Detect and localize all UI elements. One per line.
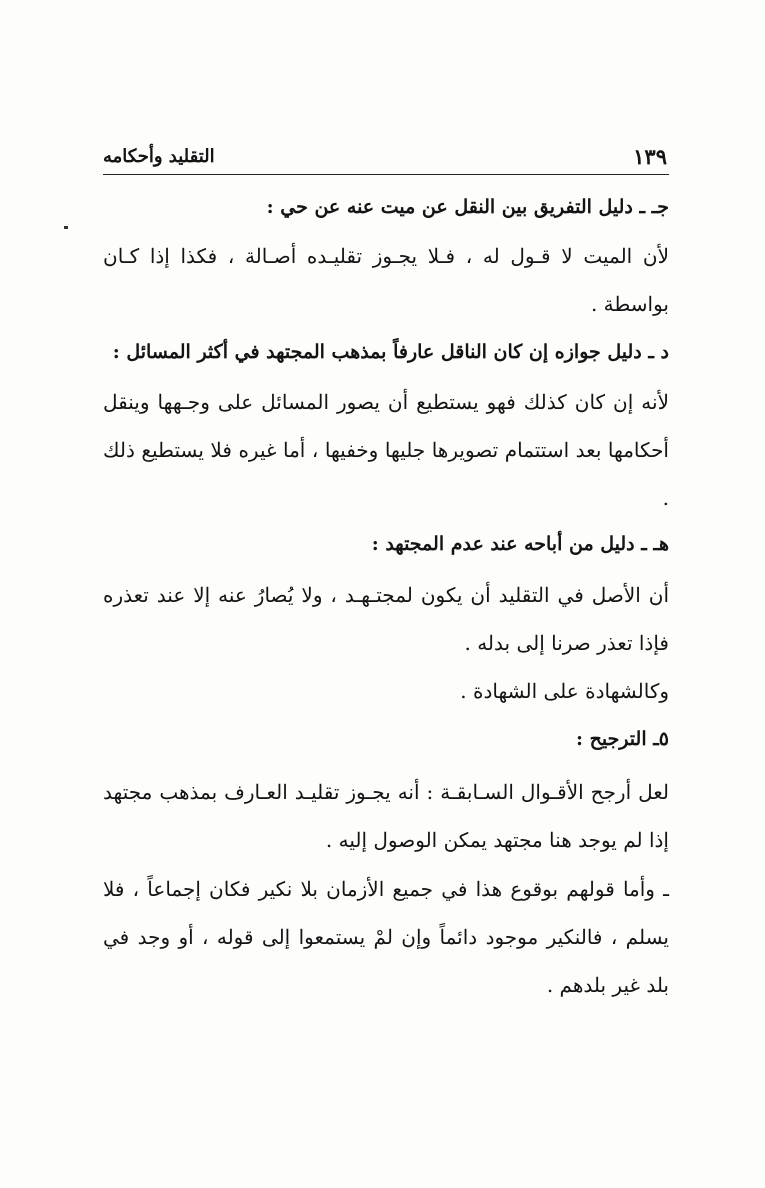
paragraph-objection: ـ وأما قولهم بوقوع هذا في جميع الأزمان بلا نكير فكان إجماعاً ، فلا يسلم ، فالنكير موجود دائماً وإن لمْ يستمعوا إلى قوله ، أو وجد في بلد غير بلدهم . (103, 877, 669, 997)
margin-mark (64, 226, 68, 229)
heading-d: د ـ دليل جوازه إن كان الناقل عارفاً بمذهب المجتهد في أكثر المسائل : (112, 341, 669, 363)
page-number: ١٣٩ (633, 144, 667, 169)
running-title: التقليد وأحكامه (103, 146, 215, 167)
paragraph-h: أن الأصل في التقليد أن يكون لمجتـهـد ، ولا يُصارُ عنه إلا عند تعذره فإذا تعذر صرنا إلى بدله . (103, 583, 669, 655)
paragraph-h2: وكالشهادة على الشهادة . (460, 679, 669, 703)
heading-j: جـ ـ دليل التفريق بين النقل عن ميت عنه عن حي : (266, 196, 669, 218)
paragraph-j: لأن الميت لا قـول له ، فـلا يجـوز تقليـده أصـالة ، فكذا إذا كـان بواسطة . (103, 244, 669, 316)
paragraph-d: لأنه إن كان كذلك فهو يستطيع أن يصور المسائل على وجـهها وينقل أحكامها بعد استتمام تصويرها جليها وخفيها ، أما غيره فلا يستطيع ذلك . (103, 390, 669, 510)
paragraph-tarjih: لعل أرجح الأقـوال السـابقـة : أنه يجـوز تقليـد العـارف بمذهب مجتهد إذا لم يوجد هنا مجتهد يمكن الوصول إليه . (103, 780, 669, 852)
heading-h: هـ ـ دليل من أباحه عند عدم المجتهد : (371, 533, 669, 555)
page-header (103, 140, 669, 175)
heading-tarjih: ٥ـ الترجيح : (575, 728, 669, 750)
